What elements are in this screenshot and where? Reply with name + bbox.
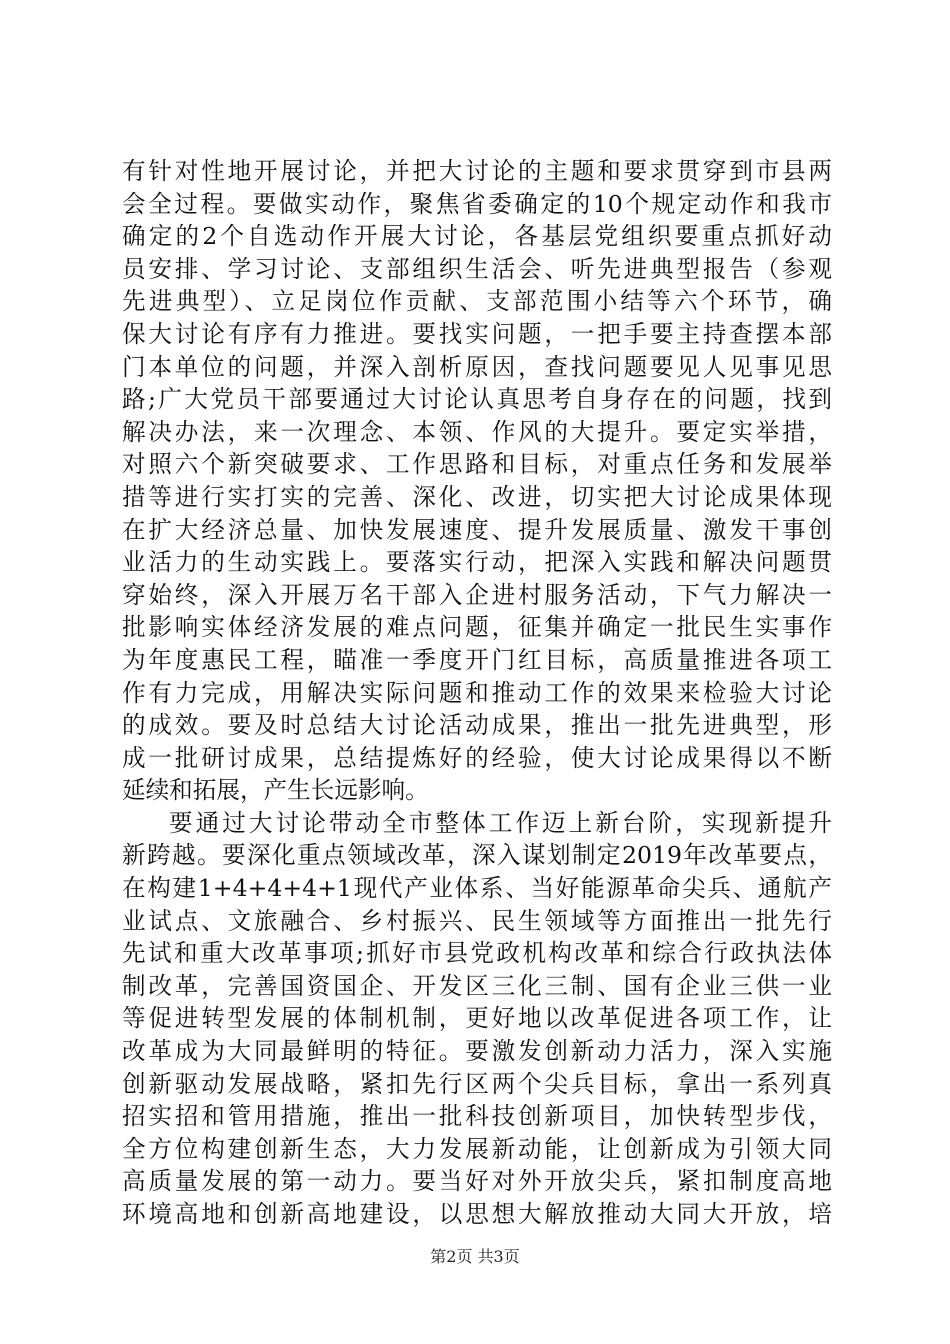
text-line: 解决办法，来一次理念、本领、作风的大提升。要定实举措， xyxy=(122,417,832,446)
text-line: 确定的2个自选动作开展大讨论，各基层党组织要重点抓好动 xyxy=(122,222,832,251)
text-line: 要通过大讨论带动全市整体工作迈上新台阶，实现新提升 xyxy=(169,808,832,837)
text-line: 在扩大经济总量、加快发展速度、提升发展质量、激发干事创 xyxy=(122,515,832,544)
text-line: 会全过程。要做实动作，聚焦省委确定的10个规定动作和我市 xyxy=(122,189,832,218)
text-line: 在构建1+4+4+4+1现代产业体系、当好能源革命尖兵、通航产 xyxy=(122,874,832,903)
text-line: 业试点、文旅融合、乡村振兴、民生领域等方面推出一批先行 xyxy=(122,906,832,935)
text-line: 制改革，完善国资国企、开发区三化三制、国有企业三供一业 xyxy=(122,971,832,1000)
text-line: 高质量发展的第一动力。要当好对外开放尖兵，紧扣制度高地 xyxy=(122,1167,832,1196)
text-line: 环境高地和创新高地建设，以思想大解放推动大同大开放，培 xyxy=(122,1200,832,1228)
text-line: 有针对性地开展讨论，并把大讨论的主题和要求贯穿到市县两 xyxy=(122,157,832,185)
text-line: 全方位构建创新生态，大力发展新动能，让创新成为引领大同 xyxy=(122,1134,832,1163)
text-line: 改革成为大同最鲜明的特征。要激发创新动力活力，深入实施 xyxy=(122,1037,832,1066)
text-line: 保大讨论有序有力推进。要找实问题，一把手要主持查摆本部 xyxy=(122,319,832,348)
text-line: 先进典型）、立足岗位作贡献、支部范围小结等六个环节，确 xyxy=(122,287,832,316)
text-line: 门本单位的问题，并深入剖析原因，查找问题要见人见事见思 xyxy=(122,352,832,381)
text-line: 等促进转型发展的体制机制，更好地以改革促进各项工作，让 xyxy=(122,1004,832,1033)
text-line: 新跨越。要深化重点领域改革，深入谋划制定2019年改革要点， xyxy=(122,841,832,870)
text-line: 穿始终，深入开展万名干部入企进村服务活动，下气力解决一 xyxy=(122,580,832,609)
text-line: 招实招和管用措施，推出一批科技创新项目，加快转型步伐， xyxy=(122,1102,832,1131)
text-line: 对照六个新突破要求、工作思路和目标，对重点任务和发展举 xyxy=(122,450,832,479)
text-line: 批影响实体经济发展的难点问题，征集并确定一批民生实事作 xyxy=(122,613,832,642)
text-line: 创新驱动发展战略，紧扣先行区两个尖兵目标，拿出一系列真 xyxy=(122,1069,832,1098)
text-line: 业活力的生动实践上。要落实行动，把深入实践和解决问题贯 xyxy=(122,548,832,577)
text-line: 员安排、学习讨论、支部组织生活会、听先进典型报告（参观 xyxy=(122,254,832,283)
text-line: 措等进行实打实的完善、深化、改进，切实把大讨论成果体现 xyxy=(122,482,832,511)
paragraph xyxy=(122,155,832,807)
text-line: 的成效。要及时总结大讨论活动成果，推出一批先进典型，形 xyxy=(122,711,832,740)
text-line: 延续和拓展，产生长远影响。 xyxy=(122,776,429,805)
paragraph xyxy=(122,807,832,1231)
page-footer: 第2页 共3页 xyxy=(430,1247,520,1266)
text-line: 路;广大党员干部要通过大讨论认真思考自身存在的问题，找到 xyxy=(122,385,832,414)
text-line: 成一批研讨成果，总结提炼好的经验，使大讨论成果得以不断 xyxy=(122,743,832,772)
text-line: 先试和重大改革事项;抓好市县党政机构改革和综合行政执法体 xyxy=(122,939,832,968)
text-line: 为年度惠民工程，瞄准一季度开门红目标，高质量推进各项工 xyxy=(122,645,832,674)
text-line: 作有力完成，用解决实际问题和推动工作的效果来检验大讨论 xyxy=(122,678,832,707)
body-text xyxy=(122,155,832,1231)
